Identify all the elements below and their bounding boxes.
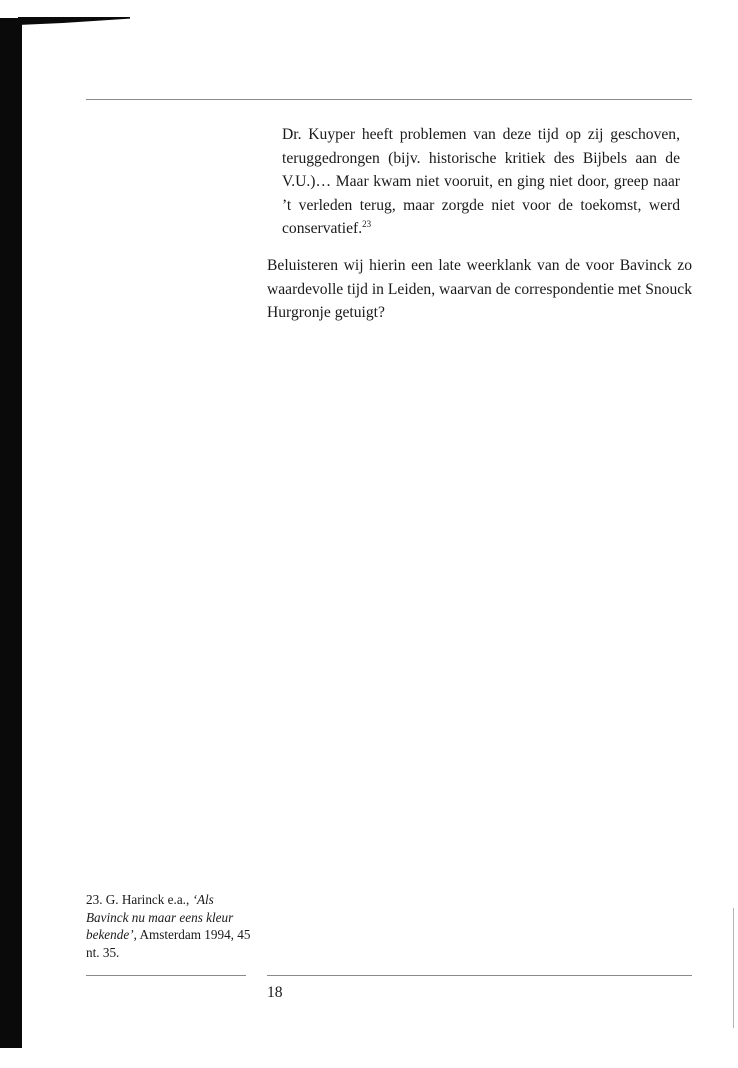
footnote-reference: 23 (362, 219, 372, 230)
scan-dark-edge (0, 18, 22, 1048)
footnote-number: 23. (86, 892, 103, 907)
footnote-author: G. Harinck e.a., (105, 892, 190, 907)
footnote-rule (86, 975, 246, 976)
footnote (86, 891, 251, 961)
page-number: 18 (267, 984, 283, 1001)
footnote-title: ‘Als Bavinck nu maar eens kleur bekende’ (86, 892, 234, 943)
header-rule (86, 99, 692, 100)
scan-right-edge-mark (733, 908, 734, 1028)
body-paragraph: Beluisteren wij hierin een late weerklank van de voor Bavinck zo waardevolle tijd in Leiden, waarvan de correspondentie met Snouck Hurgronje getuigt? (267, 257, 692, 322)
footer-rule (267, 975, 692, 976)
block-quote (282, 123, 680, 241)
scan-top-edge-flare (18, 17, 130, 25)
footnote-details: , Amsterdam 1994, 45 nt. 35. (86, 927, 251, 960)
block-quote-text: Dr. Kuyper heeft problemen van deze tijd op zij geschoven, teruggedrongen (bijv. historische kritiek des Bijbels aan de V.U.)… Maar kwam niet vooruit, en ging niet door, greep naar ’t verleden terug, maar zorgde niet voor de toekomst, werd conservatief. (282, 126, 680, 238)
